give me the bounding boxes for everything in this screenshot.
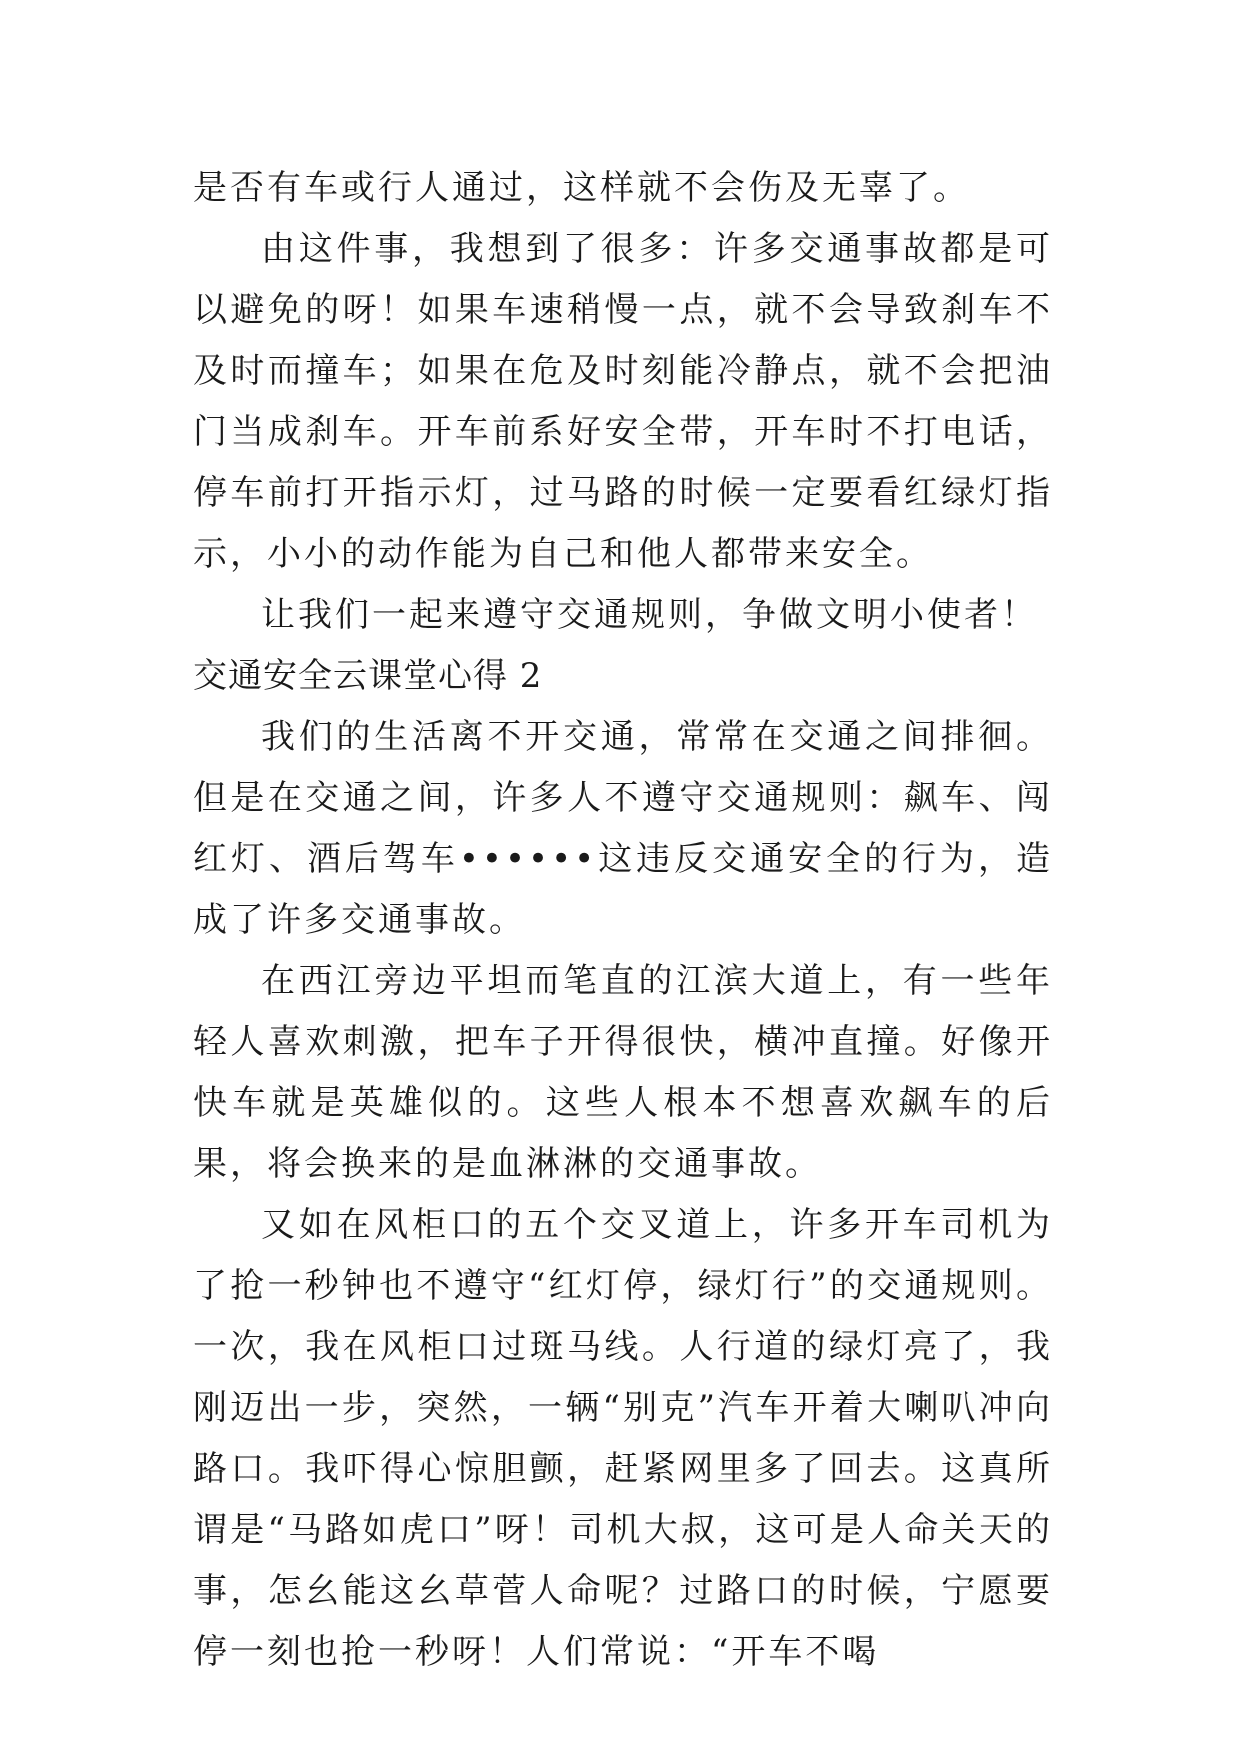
document-body <box>193 158 1053 1683</box>
paragraph-3: 让我们一起来遵守交通规则，争做文明小使者！ <box>261 595 1038 635</box>
paragraph-6: 又如在风柜口的五个交叉道上，许多开车司机为了抢一秒钟也不遵守“红灯停，绿灯行”的交通规则。一次，我在风柜口过斑马线。人行道的绿灯亮了，我刚迈出一步，突然，一辆“别克”汽车开着大喇叭冲向路口。我吓得心惊胆颤，赶紧网里多了回去。这真所谓是“马路如虎口”呀！司机大叔，这可是人命关天的事，怎幺能这幺草菅人命呢？过路口的时候，宁愿要停一刻也抢一秒呀！人们常说：“开车不喝 <box>193 1205 1053 1672</box>
paragraph-4: 我们的生活离不开交通，常常在交通之间排徊。但是在交通之间，许多人不遵守交通规则：飙车、闯红灯、酒后驾车••••••这违反交通安全的行为，造成了许多交通事故。 <box>193 717 1053 940</box>
paragraph-1: 是否有车或行人通过，这样就不会伤及无辜了。 <box>193 168 970 208</box>
paragraph-2: 由这件事，我想到了很多：许多交通事故都是可以避免的呀！如果车速稍慢一点，就不会导致刹车不及时而撞车；如果在危及时刻能冷静点，就不会把油门当成刹车。开车前系好安全带，开车时不打电话，停车前打开指示灯，过马路的时候一定要看红绿灯指示，小小的动作能为自己和他人都带来安全。 <box>193 229 1053 574</box>
paragraph-5: 在西江旁边平坦而笔直的江滨大道上，有一些年轻人喜欢刺激，把车子开得很快，横冲直撞。好像开快车就是英雄似的。这些人根本不想喜欢飙车的后果，将会换来的是血淋淋的交通事故。 <box>193 961 1053 1184</box>
section-heading: 交通安全云课堂心得 2 <box>193 656 543 696</box>
